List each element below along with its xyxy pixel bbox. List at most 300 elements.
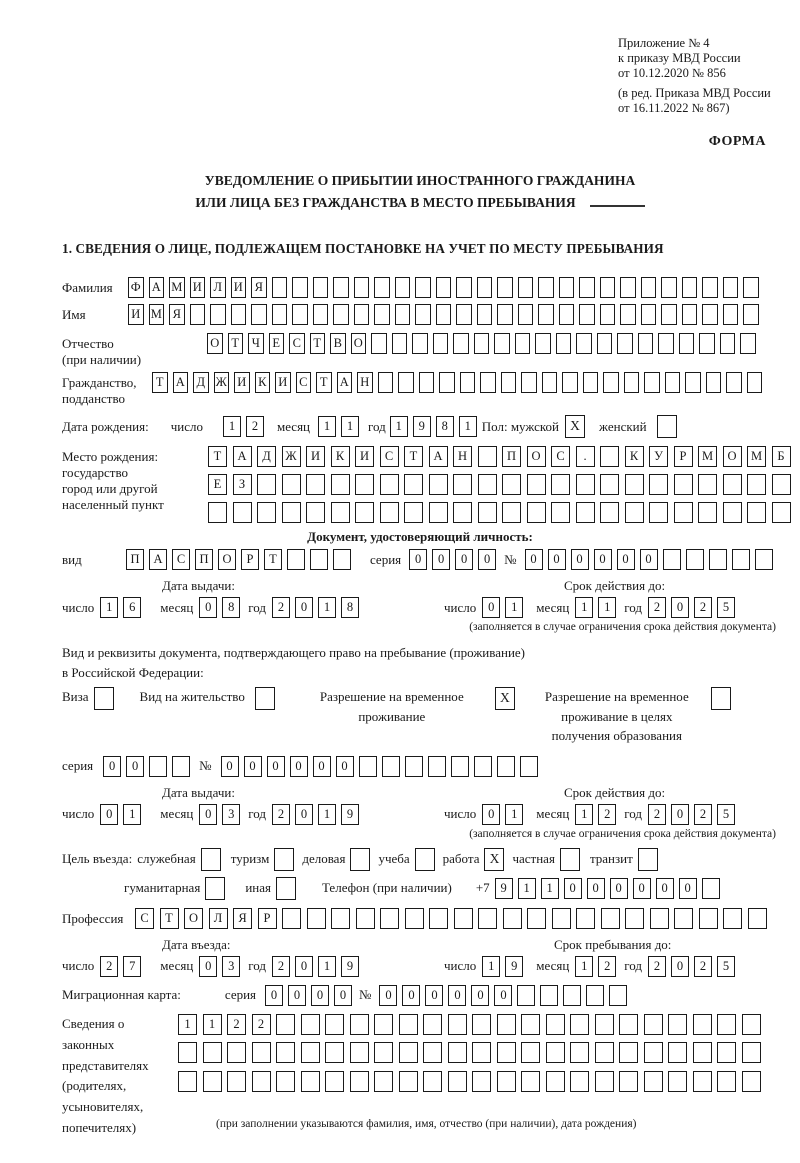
char-cell[interactable] — [668, 1014, 687, 1035]
char-cell[interactable] — [282, 474, 301, 495]
char-cell[interactable] — [723, 304, 739, 325]
char-cell[interactable] — [619, 1071, 638, 1092]
char-cell[interactable] — [538, 304, 554, 325]
char-cell[interactable] — [354, 304, 370, 325]
char-cell[interactable] — [579, 304, 595, 325]
char-cell[interactable]: 9 — [413, 416, 431, 437]
char-cell[interactable]: 2 — [272, 956, 290, 977]
char-cell[interactable] — [497, 304, 513, 325]
char-cell[interactable] — [404, 502, 423, 523]
char-cell[interactable] — [325, 1071, 344, 1092]
char-cell[interactable]: Я — [169, 304, 185, 325]
char-cell[interactable] — [747, 502, 766, 523]
char-cell[interactable]: 8 — [436, 416, 454, 437]
char-cell[interactable]: 0 — [199, 804, 217, 825]
char-cell[interactable] — [419, 372, 435, 393]
char-cell[interactable]: Ч — [248, 333, 264, 354]
char-cell[interactable] — [723, 502, 742, 523]
char-cell[interactable] — [276, 1042, 295, 1063]
char-cell[interactable] — [619, 1014, 638, 1035]
char-cell[interactable]: 1 — [505, 597, 523, 618]
char-cell[interactable]: П — [195, 549, 213, 570]
char-cell[interactable] — [665, 372, 681, 393]
char-cell[interactable] — [454, 908, 473, 929]
char-cell[interactable] — [404, 474, 423, 495]
char-cell[interactable]: 0 — [482, 597, 500, 618]
char-cell[interactable] — [699, 908, 718, 929]
char-cell[interactable]: Я — [233, 908, 252, 929]
char-cell[interactable]: 0 — [199, 597, 217, 618]
char-cell[interactable]: С — [135, 908, 154, 929]
char-cell[interactable]: 1 — [341, 416, 359, 437]
char-cell[interactable]: 1 — [541, 878, 559, 899]
char-cell[interactable] — [732, 549, 750, 570]
char-cell[interactable] — [658, 333, 674, 354]
char-cell[interactable] — [429, 908, 448, 929]
char-cell[interactable] — [576, 333, 592, 354]
char-cell[interactable] — [521, 1014, 540, 1035]
char-cell[interactable]: Е — [208, 474, 227, 495]
char-cell[interactable] — [586, 985, 604, 1006]
char-cell[interactable] — [638, 333, 654, 354]
char-cell[interactable] — [428, 756, 446, 777]
char-cell[interactable] — [456, 277, 472, 298]
char-cell[interactable] — [227, 1071, 246, 1092]
char-cell[interactable] — [644, 372, 660, 393]
char-cell[interactable] — [600, 446, 619, 467]
char-cell[interactable] — [436, 304, 452, 325]
char-cell[interactable] — [595, 1042, 614, 1063]
char-cell[interactable]: 5 — [717, 956, 735, 977]
char-cell[interactable]: 0 — [295, 956, 313, 977]
char-cell[interactable] — [609, 985, 627, 1006]
char-cell[interactable] — [497, 1014, 516, 1035]
char-cell[interactable]: 1 — [318, 956, 336, 977]
char-cell[interactable] — [515, 333, 531, 354]
char-cell[interactable] — [276, 1014, 295, 1035]
char-cell[interactable] — [178, 1071, 197, 1092]
char-cell[interactable] — [674, 908, 693, 929]
char-cell[interactable] — [693, 1071, 712, 1092]
char-cell[interactable] — [650, 908, 669, 929]
char-cell[interactable] — [494, 333, 510, 354]
char-cell[interactable]: М — [747, 446, 766, 467]
char-cell[interactable] — [702, 878, 720, 899]
char-cell[interactable] — [453, 502, 472, 523]
char-cell[interactable] — [399, 1042, 418, 1063]
char-cell[interactable] — [453, 333, 469, 354]
char-cell[interactable] — [576, 908, 595, 929]
char-cell[interactable]: 1 — [575, 804, 593, 825]
char-cell[interactable] — [355, 474, 374, 495]
char-cell[interactable] — [477, 277, 493, 298]
char-cell[interactable]: 0 — [671, 956, 689, 977]
char-cell[interactable] — [755, 549, 773, 570]
char-cell[interactable]: И — [190, 277, 206, 298]
char-cell[interactable] — [693, 1014, 712, 1035]
char-cell[interactable]: 0 — [478, 549, 496, 570]
char-cell[interactable] — [374, 1042, 393, 1063]
char-cell[interactable] — [556, 333, 572, 354]
char-cell[interactable]: 1 — [203, 1014, 222, 1035]
char-cell[interactable]: 1 — [223, 416, 241, 437]
char-cell[interactable]: И — [275, 372, 291, 393]
char-cell[interactable] — [474, 333, 490, 354]
char-cell[interactable] — [521, 1042, 540, 1063]
char-cell[interactable]: 5 — [717, 804, 735, 825]
char-cell[interactable] — [306, 474, 325, 495]
char-cell[interactable]: 2 — [100, 956, 118, 977]
char-cell[interactable]: . — [576, 446, 595, 467]
purpose-work-checkbox[interactable]: X — [484, 848, 504, 871]
char-cell[interactable] — [535, 333, 551, 354]
char-cell[interactable] — [517, 985, 535, 1006]
char-cell[interactable]: 0 — [482, 804, 500, 825]
char-cell[interactable] — [333, 277, 349, 298]
char-cell[interactable] — [190, 304, 206, 325]
char-cell[interactable] — [378, 372, 394, 393]
char-cell[interactable]: 0 — [448, 985, 466, 1006]
char-cell[interactable] — [333, 549, 351, 570]
char-cell[interactable]: Д — [193, 372, 209, 393]
char-cell[interactable] — [641, 277, 657, 298]
char-cell[interactable]: П — [126, 549, 144, 570]
char-cell[interactable] — [354, 277, 370, 298]
char-cell[interactable] — [702, 277, 718, 298]
char-cell[interactable] — [527, 502, 546, 523]
char-cell[interactable] — [478, 908, 497, 929]
temp-residence-checkbox[interactable]: X — [495, 687, 515, 710]
char-cell[interactable] — [478, 502, 497, 523]
char-cell[interactable]: 1 — [123, 804, 141, 825]
char-cell[interactable]: В — [330, 333, 346, 354]
char-cell[interactable]: 2 — [648, 956, 666, 977]
char-cell[interactable] — [423, 1071, 442, 1092]
char-cell[interactable]: О — [723, 446, 742, 467]
char-cell[interactable] — [576, 474, 595, 495]
char-cell[interactable] — [203, 1042, 222, 1063]
char-cell[interactable]: 2 — [272, 804, 290, 825]
char-cell[interactable] — [674, 474, 693, 495]
char-cell[interactable]: 1 — [318, 804, 336, 825]
char-cell[interactable] — [374, 1014, 393, 1035]
char-cell[interactable]: 1 — [518, 878, 536, 899]
char-cell[interactable] — [772, 502, 791, 523]
char-cell[interactable]: М — [169, 277, 185, 298]
char-cell[interactable]: О — [207, 333, 223, 354]
char-cell[interactable]: 1 — [459, 416, 477, 437]
char-cell[interactable]: 0 — [471, 985, 489, 1006]
char-cell[interactable] — [723, 277, 739, 298]
char-cell[interactable]: 0 — [295, 597, 313, 618]
char-cell[interactable]: П — [502, 446, 521, 467]
char-cell[interactable]: Л — [210, 277, 226, 298]
char-cell[interactable]: 0 — [425, 985, 443, 1006]
char-cell[interactable]: 0 — [311, 985, 329, 1006]
char-cell[interactable]: М — [698, 446, 717, 467]
char-cell[interactable]: 0 — [244, 756, 262, 777]
char-cell[interactable]: 0 — [290, 756, 308, 777]
char-cell[interactable]: Е — [269, 333, 285, 354]
char-cell[interactable] — [625, 908, 644, 929]
char-cell[interactable] — [272, 304, 288, 325]
char-cell[interactable]: 0 — [656, 878, 674, 899]
char-cell[interactable] — [380, 474, 399, 495]
char-cell[interactable] — [310, 549, 328, 570]
char-cell[interactable] — [350, 1014, 369, 1035]
char-cell[interactable] — [356, 908, 375, 929]
char-cell[interactable] — [644, 1071, 663, 1092]
char-cell[interactable] — [405, 756, 423, 777]
char-cell[interactable]: 9 — [495, 878, 513, 899]
char-cell[interactable] — [395, 277, 411, 298]
char-cell[interactable] — [501, 372, 517, 393]
char-cell[interactable] — [306, 502, 325, 523]
char-cell[interactable] — [686, 549, 704, 570]
char-cell[interactable] — [644, 1042, 663, 1063]
char-cell[interactable] — [709, 549, 727, 570]
char-cell[interactable]: 3 — [222, 804, 240, 825]
char-cell[interactable]: И — [234, 372, 250, 393]
char-cell[interactable] — [600, 304, 616, 325]
char-cell[interactable]: 2 — [227, 1014, 246, 1035]
char-cell[interactable] — [625, 502, 644, 523]
char-cell[interactable] — [451, 756, 469, 777]
char-cell[interactable]: 0 — [571, 549, 589, 570]
char-cell[interactable]: Н — [357, 372, 373, 393]
char-cell[interactable]: 2 — [272, 597, 290, 618]
char-cell[interactable]: Л — [209, 908, 228, 929]
char-cell[interactable] — [502, 474, 521, 495]
char-cell[interactable]: Н — [453, 446, 472, 467]
char-cell[interactable]: Я — [251, 277, 267, 298]
char-cell[interactable] — [292, 304, 308, 325]
char-cell[interactable]: Р — [258, 908, 277, 929]
char-cell[interactable] — [620, 277, 636, 298]
char-cell[interactable] — [415, 304, 431, 325]
char-cell[interactable] — [661, 304, 677, 325]
char-cell[interactable] — [282, 502, 301, 523]
char-cell[interactable] — [453, 474, 472, 495]
char-cell[interactable]: Т — [264, 549, 282, 570]
char-cell[interactable]: 1 — [598, 597, 616, 618]
char-cell[interactable]: А — [233, 446, 252, 467]
purpose-official-checkbox[interactable] — [201, 848, 221, 871]
char-cell[interactable]: 2 — [694, 956, 712, 977]
char-cell[interactable]: 0 — [402, 985, 420, 1006]
temp-residence-education-checkbox[interactable] — [711, 687, 731, 710]
char-cell[interactable] — [429, 502, 448, 523]
char-cell[interactable] — [478, 474, 497, 495]
char-cell[interactable]: Д — [257, 446, 276, 467]
gender-female-checkbox[interactable] — [657, 415, 677, 438]
char-cell[interactable]: 0 — [617, 549, 635, 570]
char-cell[interactable] — [374, 304, 390, 325]
char-cell[interactable] — [563, 985, 581, 1006]
residence-permit-checkbox[interactable] — [255, 687, 275, 710]
char-cell[interactable] — [374, 1071, 393, 1092]
char-cell[interactable] — [649, 502, 668, 523]
char-cell[interactable] — [448, 1014, 467, 1035]
gender-male-checkbox[interactable]: X — [565, 415, 585, 438]
char-cell[interactable]: 0 — [671, 804, 689, 825]
char-cell[interactable] — [429, 474, 448, 495]
char-cell[interactable] — [231, 304, 247, 325]
char-cell[interactable]: 0 — [594, 549, 612, 570]
char-cell[interactable] — [570, 1071, 589, 1092]
char-cell[interactable] — [552, 908, 571, 929]
char-cell[interactable] — [743, 277, 759, 298]
char-cell[interactable]: 0 — [679, 878, 697, 899]
char-cell[interactable] — [570, 1014, 589, 1035]
char-cell[interactable]: И — [355, 446, 374, 467]
char-cell[interactable]: Т — [310, 333, 326, 354]
char-cell[interactable] — [706, 372, 722, 393]
char-cell[interactable] — [380, 908, 399, 929]
char-cell[interactable]: Ж — [214, 372, 230, 393]
purpose-tourism-checkbox[interactable] — [274, 848, 294, 871]
char-cell[interactable] — [282, 908, 301, 929]
char-cell[interactable] — [477, 304, 493, 325]
char-cell[interactable] — [540, 985, 558, 1006]
char-cell[interactable]: 0 — [295, 804, 313, 825]
char-cell[interactable] — [702, 304, 718, 325]
purpose-transit-checkbox[interactable] — [638, 848, 658, 871]
char-cell[interactable] — [576, 502, 595, 523]
char-cell[interactable]: 0 — [548, 549, 566, 570]
char-cell[interactable]: О — [527, 446, 546, 467]
char-cell[interactable] — [497, 756, 515, 777]
char-cell[interactable] — [698, 474, 717, 495]
char-cell[interactable]: 3 — [222, 956, 240, 977]
char-cell[interactable]: 1 — [505, 804, 523, 825]
char-cell[interactable] — [472, 1071, 491, 1092]
char-cell[interactable]: 0 — [103, 756, 121, 777]
char-cell[interactable] — [717, 1014, 736, 1035]
char-cell[interactable] — [600, 502, 619, 523]
char-cell[interactable]: Т — [208, 446, 227, 467]
char-cell[interactable]: А — [149, 549, 167, 570]
char-cell[interactable] — [603, 372, 619, 393]
char-cell[interactable]: Б — [772, 446, 791, 467]
char-cell[interactable]: 1 — [318, 597, 336, 618]
char-cell[interactable]: 0 — [313, 756, 331, 777]
char-cell[interactable] — [301, 1014, 320, 1035]
char-cell[interactable] — [600, 474, 619, 495]
char-cell[interactable] — [546, 1071, 565, 1092]
char-cell[interactable]: 0 — [336, 756, 354, 777]
char-cell[interactable]: 1 — [178, 1014, 197, 1035]
char-cell[interactable] — [227, 1042, 246, 1063]
char-cell[interactable]: 0 — [564, 878, 582, 899]
char-cell[interactable] — [693, 1042, 712, 1063]
char-cell[interactable]: 0 — [432, 549, 450, 570]
char-cell[interactable] — [682, 304, 698, 325]
char-cell[interactable]: А — [429, 446, 448, 467]
char-cell[interactable] — [600, 277, 616, 298]
char-cell[interactable]: О — [184, 908, 203, 929]
char-cell[interactable] — [460, 372, 476, 393]
char-cell[interactable] — [374, 277, 390, 298]
char-cell[interactable] — [546, 1042, 565, 1063]
char-cell[interactable] — [436, 277, 452, 298]
phone-cells[interactable] — [495, 878, 725, 899]
char-cell[interactable] — [521, 372, 537, 393]
char-cell[interactable]: И — [306, 446, 325, 467]
char-cell[interactable]: 0 — [633, 878, 651, 899]
char-cell[interactable]: К — [255, 372, 271, 393]
char-cell[interactable]: 9 — [341, 804, 359, 825]
char-cell[interactable]: С — [296, 372, 312, 393]
char-cell[interactable] — [597, 333, 613, 354]
char-cell[interactable]: 1 — [390, 416, 408, 437]
char-cell[interactable]: Т — [160, 908, 179, 929]
char-cell[interactable]: 8 — [222, 597, 240, 618]
char-cell[interactable] — [641, 304, 657, 325]
char-cell[interactable]: 1 — [575, 956, 593, 977]
char-cell[interactable] — [448, 1071, 467, 1092]
char-cell[interactable] — [674, 502, 693, 523]
char-cell[interactable] — [748, 908, 767, 929]
char-cell[interactable] — [717, 1071, 736, 1092]
char-cell[interactable]: Т — [404, 446, 423, 467]
char-cell[interactable]: Т — [152, 372, 168, 393]
char-cell[interactable] — [331, 502, 350, 523]
char-cell[interactable]: 0 — [587, 878, 605, 899]
char-cell[interactable] — [663, 549, 681, 570]
char-cell[interactable] — [178, 1042, 197, 1063]
char-cell[interactable] — [747, 372, 763, 393]
char-cell[interactable] — [251, 304, 267, 325]
char-cell[interactable] — [559, 304, 575, 325]
char-cell[interactable] — [542, 372, 558, 393]
char-cell[interactable]: 0 — [199, 956, 217, 977]
char-cell[interactable] — [668, 1071, 687, 1092]
char-cell[interactable]: 0 — [379, 985, 397, 1006]
char-cell[interactable] — [740, 333, 756, 354]
char-cell[interactable] — [210, 304, 226, 325]
char-cell[interactable] — [723, 474, 742, 495]
purpose-business-checkbox[interactable] — [350, 848, 370, 871]
char-cell[interactable]: 2 — [694, 804, 712, 825]
char-cell[interactable]: З — [233, 474, 252, 495]
char-cell[interactable]: 0 — [409, 549, 427, 570]
char-cell[interactable] — [439, 372, 455, 393]
char-cell[interactable] — [595, 1071, 614, 1092]
char-cell[interactable]: 0 — [494, 985, 512, 1006]
char-cell[interactable]: 1 — [482, 956, 500, 977]
char-cell[interactable] — [583, 372, 599, 393]
char-cell[interactable]: К — [331, 446, 350, 467]
char-cell[interactable] — [570, 1042, 589, 1063]
char-cell[interactable] — [497, 1071, 516, 1092]
char-cell[interactable] — [538, 277, 554, 298]
char-cell[interactable]: С — [289, 333, 305, 354]
char-cell[interactable]: 9 — [341, 956, 359, 977]
char-cell[interactable] — [380, 502, 399, 523]
char-cell[interactable] — [301, 1042, 320, 1063]
char-cell[interactable] — [742, 1042, 761, 1063]
char-cell[interactable]: 0 — [610, 878, 628, 899]
char-cell[interactable] — [527, 908, 546, 929]
char-cell[interactable] — [307, 908, 326, 929]
char-cell[interactable]: 0 — [671, 597, 689, 618]
char-cell[interactable] — [478, 446, 497, 467]
char-cell[interactable] — [617, 333, 633, 354]
char-cell[interactable] — [399, 1014, 418, 1035]
char-cell[interactable] — [412, 333, 428, 354]
char-cell[interactable]: 2 — [648, 804, 666, 825]
